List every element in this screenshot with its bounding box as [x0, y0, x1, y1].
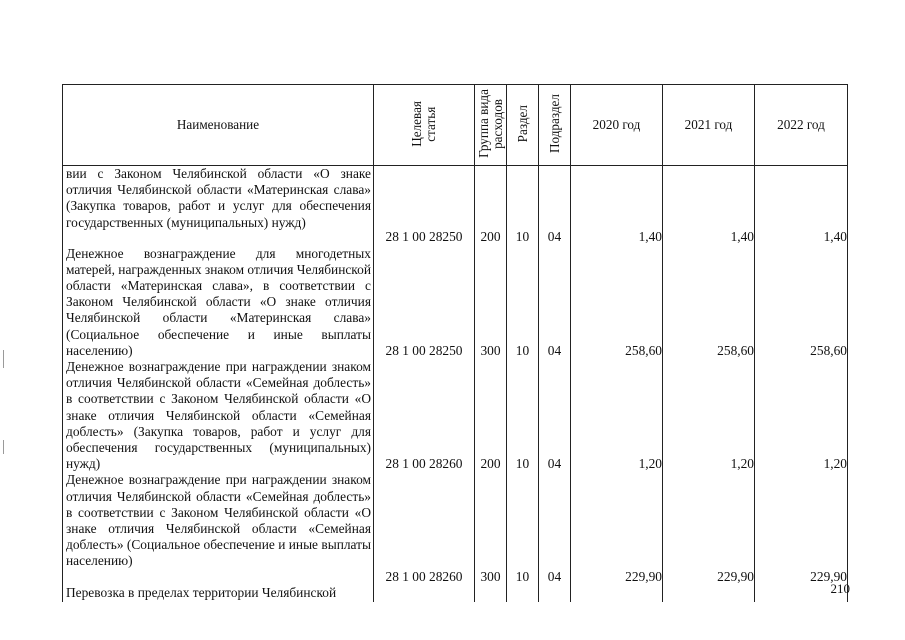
row-value-2020 [571, 585, 663, 602]
scan-artifact [3, 440, 4, 454]
row-subsection: 04 [539, 246, 571, 359]
table-row [63, 472, 848, 585]
row-subsection: 04 [539, 359, 571, 472]
row-value-2022: 1,20 [755, 359, 848, 472]
row-target-article: 28 1 00 28250 [374, 166, 475, 246]
row-value-2021 [663, 585, 755, 602]
table-header-row [63, 85, 848, 166]
header-2022: 2022 год [755, 85, 848, 166]
row-value-2022: 1,40 [755, 166, 848, 246]
row-subsection: 04 [539, 472, 571, 585]
row-name-cell: Денежное вознаграждение при награждении знаком отличия Челябинской области «Семейная доблесть» в соответствии с Законом Челябинской области «О знаке отличия Челябинской области «Семейная доблесть» (Закупка товаров, работ и услуг для обеспечения государственных (муниципальных) нужд) [63, 359, 374, 472]
table-row [63, 585, 848, 602]
row-section [507, 585, 539, 602]
row-section: 10 [507, 359, 539, 472]
scan-artifact [3, 350, 4, 368]
header-target-article: Целевая статья [374, 85, 475, 166]
row-target-article [374, 585, 475, 602]
row-value-2021: 1,40 [663, 166, 755, 246]
header-subsection: Подраздел [539, 85, 571, 166]
header-name: Наименование [63, 85, 374, 166]
row-expense-group [475, 585, 507, 602]
row-value-2021: 1,20 [663, 359, 755, 472]
row-expense-group: 200 [475, 359, 507, 472]
row-value-2020: 1,40 [571, 166, 663, 246]
row-name-cell: вии с Законом Челябинской области «О знаке отличия Челябинской области «Материнская слава» (Закупка товаров, работ и услуг для обеспечения государственных (муниципальных) нужд) [63, 166, 374, 246]
page-number: 210 [830, 581, 850, 596]
header-2020: 2020 год [571, 85, 663, 166]
row-subsection: 04 [539, 166, 571, 246]
header-section: Раздел [507, 85, 539, 166]
header-2021: 2021 год [663, 85, 755, 166]
table-row [63, 246, 848, 359]
budget-table [62, 84, 848, 602]
row-target-article: 28 1 00 28260 [374, 472, 475, 585]
row-expense-group: 300 [475, 472, 507, 585]
row-name-cell: Денежное вознаграждение при награждении знаком отличия Челябинской области «Семейная доблесть» в соответствии с Законом Челябинской области «О знаке отличия Челябинской области «Семейная доблесть» (Социальное обеспечение и иные выплаты населению) [63, 472, 374, 585]
row-value-2022: 258,60 [755, 246, 848, 359]
row-target-article: 28 1 00 28260 [374, 359, 475, 472]
row-expense-group: 300 [475, 246, 507, 359]
row-name-cell: Перевозка в пределах территории Челябинской [63, 585, 374, 602]
row-target-article: 28 1 00 28250 [374, 246, 475, 359]
row-value-2021: 258,60 [663, 246, 755, 359]
row-value-2021: 229,90 [663, 472, 755, 585]
header-expense-group: Группа вида расходов [475, 85, 507, 166]
row-section: 10 [507, 472, 539, 585]
row-value-2020: 258,60 [571, 246, 663, 359]
row-section: 10 [507, 166, 539, 246]
table-row [63, 166, 848, 246]
row-section: 10 [507, 246, 539, 359]
row-value-2020: 229,90 [571, 472, 663, 585]
row-subsection [539, 585, 571, 602]
row-value-2020: 1,20 [571, 359, 663, 472]
row-value-2022: 229,90 [755, 472, 848, 585]
row-expense-group: 200 [475, 166, 507, 246]
row-name-cell: Денежное вознаграждение для многодетных матерей, награжденных знаком отличия Челябинской области «Материнская слава», в соответствии с Законом Челябинской области «О знаке отличия Челябинской области «Материнская слава» (Социальное обеспечение и иные выплаты населению) [63, 246, 374, 359]
table-row [63, 359, 848, 472]
